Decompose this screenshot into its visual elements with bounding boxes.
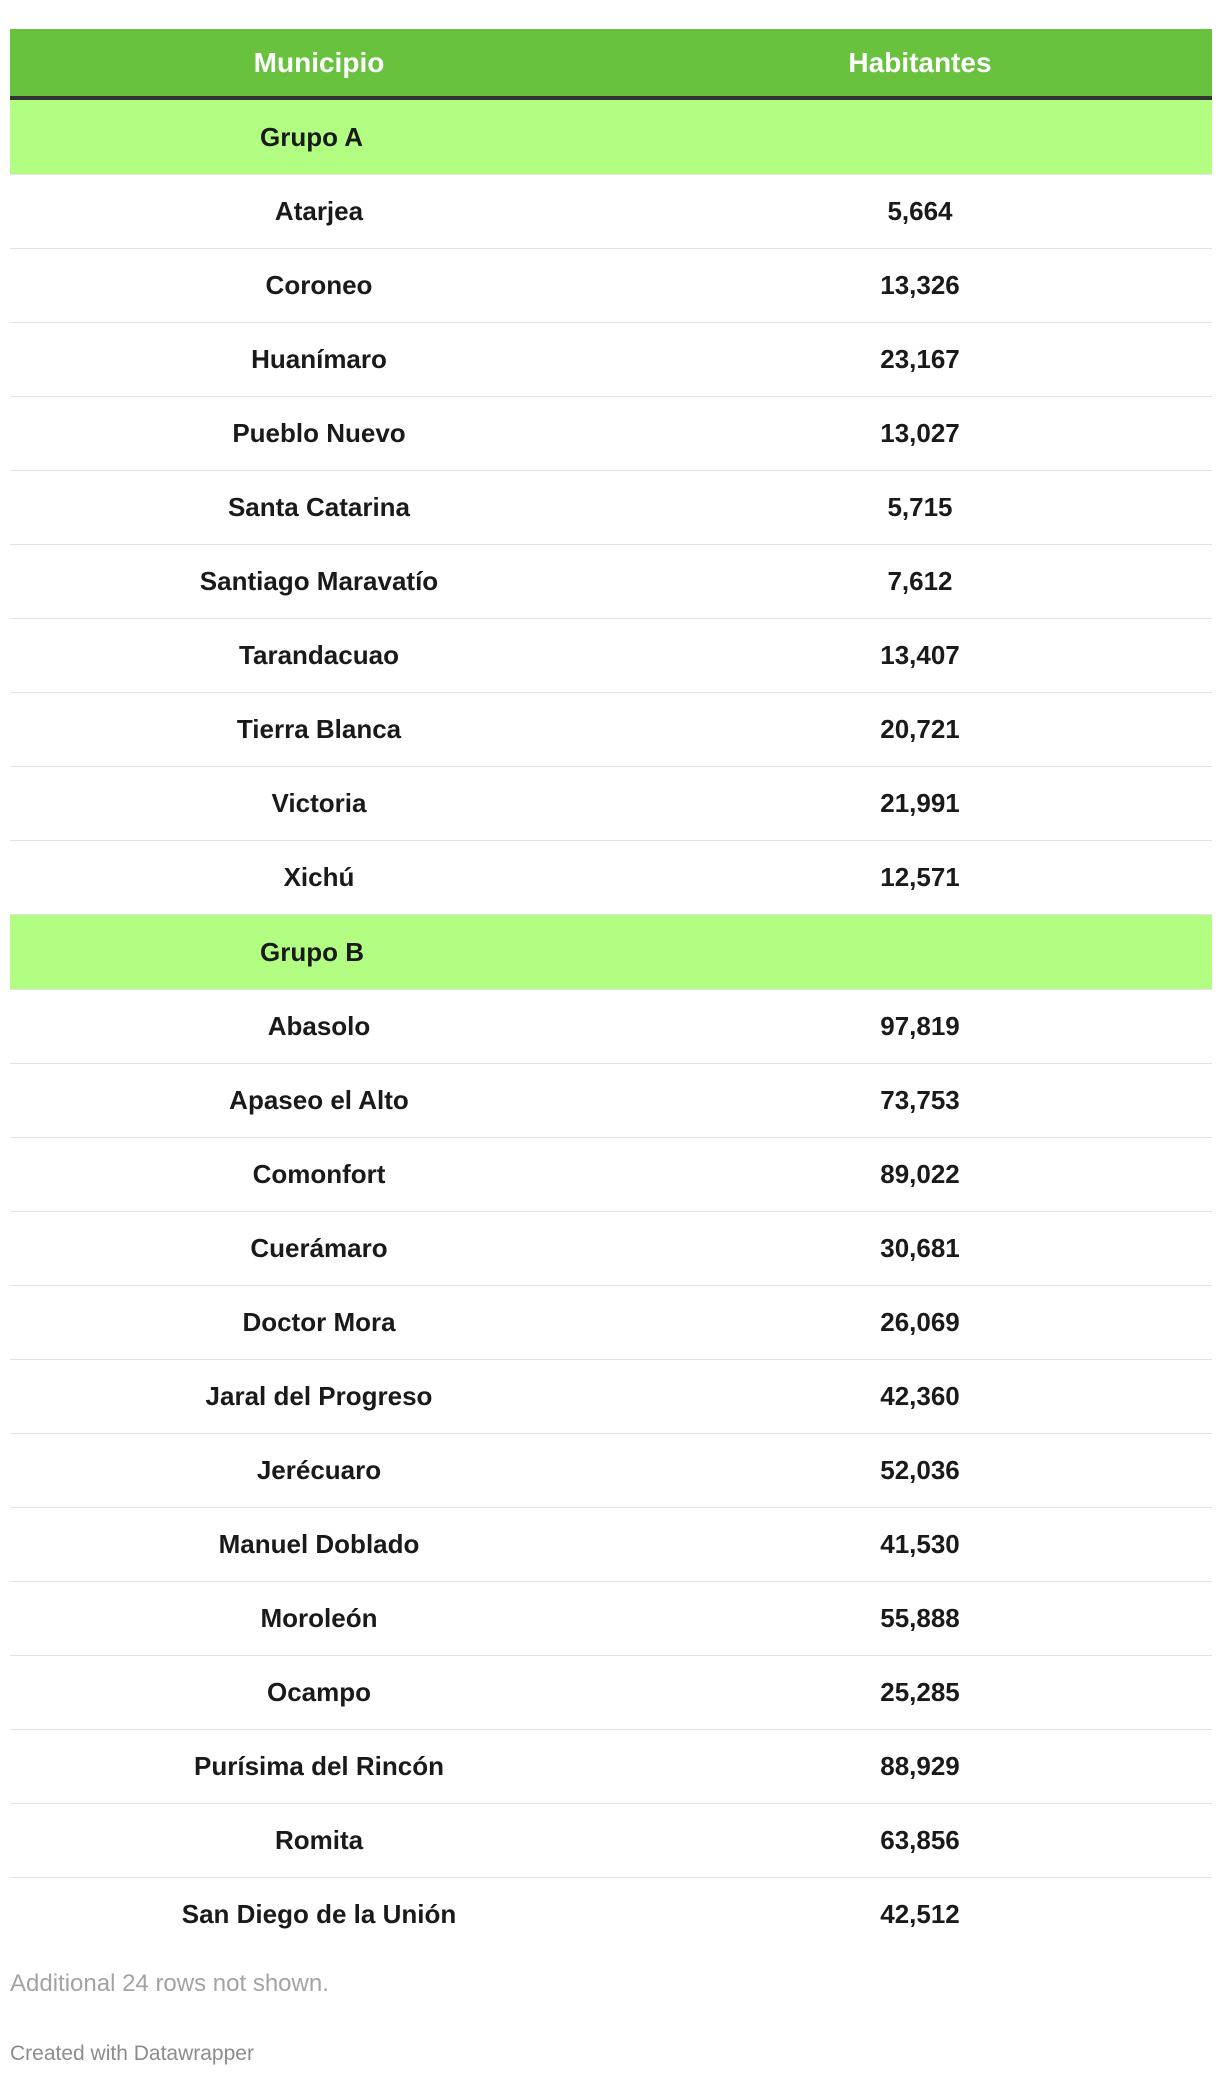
habitantes-cell: 52,036 (628, 1434, 1212, 1508)
table-body (10, 98, 1212, 1951)
table-row (10, 1730, 1212, 1804)
table-row (10, 1138, 1212, 1212)
table-row (10, 1360, 1212, 1434)
group-row (10, 98, 1212, 175)
habitantes-cell: 13,407 (628, 619, 1212, 693)
municipio-cell: Ocampo (10, 1656, 628, 1730)
group-empty-cell (628, 915, 1212, 990)
group-label: Grupo B (10, 915, 628, 990)
table-row (10, 767, 1212, 841)
table-header (10, 29, 1212, 98)
municipio-cell: Manuel Doblado (10, 1508, 628, 1582)
habitantes-cell: 42,360 (628, 1360, 1212, 1434)
table-row (10, 1434, 1212, 1508)
table-row (10, 1286, 1212, 1360)
habitantes-cell: 5,715 (628, 471, 1212, 545)
municipio-cell: Santa Catarina (10, 471, 628, 545)
habitantes-cell: 7,612 (628, 545, 1212, 619)
municipio-cell: Cuerámaro (10, 1212, 628, 1286)
table-row (10, 1582, 1212, 1656)
habitantes-cell: 55,888 (628, 1582, 1212, 1656)
municipio-cell: Apaseo el Alto (10, 1064, 628, 1138)
municipio-cell: Victoria (10, 767, 628, 841)
habitantes-cell: 89,022 (628, 1138, 1212, 1212)
municipio-cell: Coroneo (10, 249, 628, 323)
habitantes-cell: 20,721 (628, 693, 1212, 767)
column-header-habitantes[interactable]: Habitantes (628, 29, 1212, 98)
habitantes-cell: 88,929 (628, 1730, 1212, 1804)
municipio-cell: Atarjea (10, 175, 628, 249)
table-row (10, 471, 1212, 545)
municipio-cell: San Diego de la Unión (10, 1878, 628, 1952)
group-empty-cell (628, 98, 1212, 175)
habitantes-cell: 73,753 (628, 1064, 1212, 1138)
municipio-cell: Romita (10, 1804, 628, 1878)
table-row (10, 990, 1212, 1064)
table-row (10, 693, 1212, 767)
habitantes-cell: 30,681 (628, 1212, 1212, 1286)
table-row (10, 1656, 1212, 1730)
municipio-cell: Tierra Blanca (10, 693, 628, 767)
habitantes-cell: 12,571 (628, 841, 1212, 915)
municipio-cell: Comonfort (10, 1138, 628, 1212)
habitantes-cell: 41,530 (628, 1508, 1212, 1582)
municipio-cell: Jaral del Progreso (10, 1360, 628, 1434)
municipio-cell: Pueblo Nuevo (10, 397, 628, 471)
habitantes-cell: 97,819 (628, 990, 1212, 1064)
table-row (10, 619, 1212, 693)
table-row (10, 249, 1212, 323)
table-row (10, 397, 1212, 471)
table-row (10, 545, 1212, 619)
habitantes-cell: 23,167 (628, 323, 1212, 397)
habitantes-cell: 21,991 (628, 767, 1212, 841)
municipio-cell: Purísima del Rincón (10, 1730, 628, 1804)
table-row (10, 1878, 1212, 1952)
table-row (10, 1508, 1212, 1582)
rows-not-shown-note: Additional 24 rows not shown. (10, 1970, 329, 1997)
habitantes-cell: 13,326 (628, 249, 1212, 323)
group-row (10, 915, 1212, 990)
column-header-municipio[interactable]: Municipio (10, 29, 628, 98)
municipio-cell: Tarandacuao (10, 619, 628, 693)
table-row (10, 1064, 1212, 1138)
table-row (10, 1212, 1212, 1286)
habitantes-cell: 25,285 (628, 1656, 1212, 1730)
habitantes-cell: 42,512 (628, 1878, 1212, 1952)
habitantes-cell: 26,069 (628, 1286, 1212, 1360)
habitantes-cell: 63,856 (628, 1804, 1212, 1878)
municipio-cell: Huanímaro (10, 323, 628, 397)
municipio-cell: Jerécuaro (10, 1434, 628, 1508)
municipio-cell: Abasolo (10, 990, 628, 1064)
group-label: Grupo A (10, 98, 628, 175)
header-row (10, 29, 1212, 98)
habitantes-cell: 13,027 (628, 397, 1212, 471)
habitantes-cell: 5,664 (628, 175, 1212, 249)
table-row (10, 1804, 1212, 1878)
municipio-cell: Doctor Mora (10, 1286, 628, 1360)
table-row (10, 175, 1212, 249)
table-row (10, 323, 1212, 397)
municipio-cell: Santiago Maravatío (10, 545, 628, 619)
datawrapper-credit: Created with Datawrapper (10, 2042, 254, 2065)
municipio-cell: Moroleón (10, 1582, 628, 1656)
population-table (10, 29, 1212, 1951)
municipio-cell: Xichú (10, 841, 628, 915)
table-row (10, 841, 1212, 915)
